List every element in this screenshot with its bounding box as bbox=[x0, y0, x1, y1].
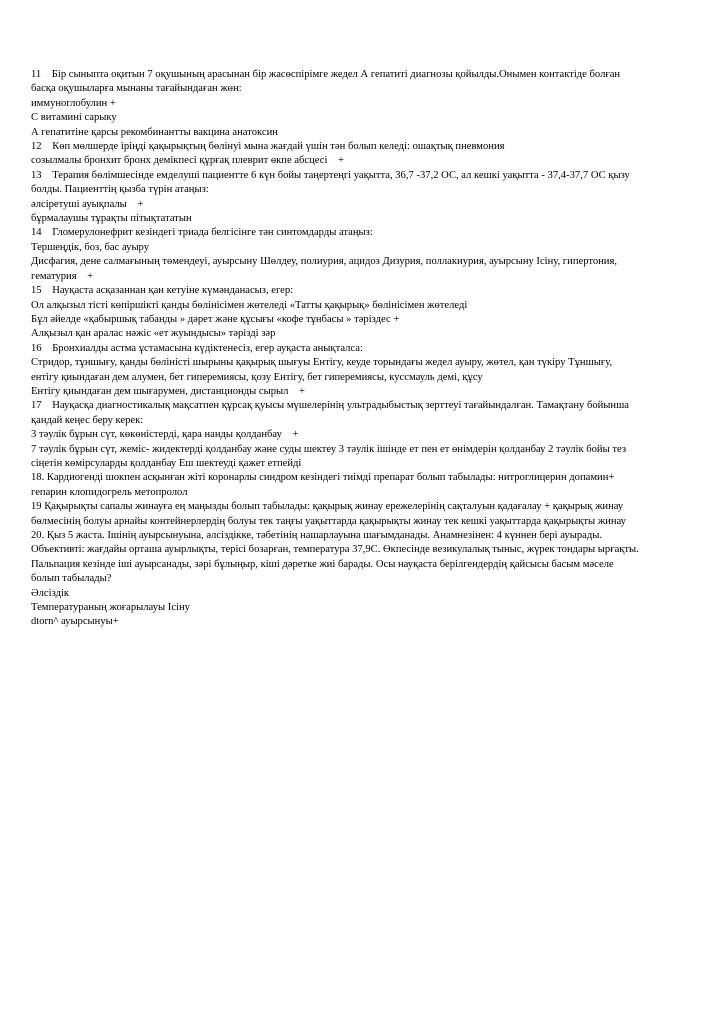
q11-line-2: басқа оқушыларға мынаны тағайындаған жөн: bbox=[31, 83, 242, 95]
q14-option-1: Тершеңдік, боз, бас ауыру bbox=[31, 241, 150, 253]
q13-line-1: 13 Терапия бөлімшесінде емделуші пациентте 6 күн бойы таңертеңгі уақытта, 36,7 -37,2 ОС, ал кешкі уақытта - 37,4-37,7 ОС қызу bbox=[31, 169, 630, 181]
q15-line-1: 15 Науқаста асқазаннан қан кетуіне күмәнданасыз, егер: bbox=[31, 285, 294, 297]
q20-option-1: Әлсіздік bbox=[31, 587, 70, 599]
q15-options-3: Алқызыл қан аралас нәжіс «ет жуындысы» тәрізді зәр bbox=[31, 328, 276, 340]
q11-option-2: С витамині сарыку bbox=[31, 112, 117, 124]
q13-line-2: болды. Пациенттің қызба түрін атаңыз: bbox=[31, 184, 209, 196]
q15-options-1: Ол алқызыл тісті көпіршікті қанды бөлінісімен жөтеледі «Татты қақырық» бөлінісімен жөтеледі bbox=[31, 299, 468, 311]
q13-option-2: бұрмалаушы тұрақты пітықтататын bbox=[31, 213, 192, 225]
q16-line-1: 16 Бронхиалды астма ұстамасына күдіктенесіз, егер ауқаста анықталса: bbox=[31, 342, 363, 354]
q17-options-3: сіңетін көмірсуларды қолданбау Еш шектеуді қажет етпейді bbox=[31, 457, 302, 469]
q20-option-3: dtorn^ ауырсынуы+ bbox=[31, 616, 119, 628]
document-page bbox=[31, 68, 681, 630]
q12-line-1: 12 Көп мөлшерде іріңді қақырықтың бөлінуі мына жағдай үшін тән болып келеді: ошақтық пневмония bbox=[31, 141, 505, 153]
q11-line-1: 11 Бір сыныпта оқитын 7 оқушының арасынан бір жасөспірімге жедел А гепатиті диагнозы қойылды.Онымен контактіде болған bbox=[31, 69, 621, 80]
q14-options-2: Дисфагия, дене салмағының төмендеуі, ауырсыну Шөлдеу, полиурия, ацидоз Дизурия, поллакиурия, ауырсыну Ісіну, гипертония, bbox=[31, 256, 618, 268]
q16-options-2: ентігу қиындаған дем алумен, бет гиперемиясы, қозу Ентігу, бет гиперемиясы, куссмауль демі, құсу bbox=[31, 371, 483, 383]
q20-line-4: болып табылады? bbox=[31, 573, 112, 585]
q12-options: созылмалы бронхит бронх демікпесі құрғақ плеврит өкпе абсцесі + bbox=[31, 155, 344, 167]
q20-line-1: 20. Қыз 5 жаста. Ішінің ауырсынуына, әлсіздікке, тәбетінің нашарлауына шағымданады. Анамнезінен: 4 күннен бері ауырады. bbox=[31, 530, 602, 541]
q18-line-1: 18. Кардиогенді шокпен асқынған жіті коронарлы синдром кезіндегі тиімді препарат болып табылады: нитроглицерин допамин+ bbox=[31, 472, 615, 484]
q14-line-1: 14 Гломерулонефрит кезіндегі триада белгісінге тән синтомдарды атаңыз: bbox=[31, 227, 373, 239]
q13-option-1: әлсіретуші ауықпалы + bbox=[31, 198, 144, 210]
q20-option-2: Температураның жоғарылауы Ісіну bbox=[31, 602, 190, 614]
q16-options-1: Стридор, тұншығу, қанды бөліністі шырыны қақырық шығуы Ентігу, кеуде торындағы жедел ауыру, жөтел, қан түкіру Тұншығу, bbox=[31, 357, 613, 369]
q20-line-3: Пальпация кезінде іші ауырсанады, зәрі бұлыңыр, кіші дәретке жиі барады. Осы науқаста берілгендердің қайсысы басым мәселе bbox=[31, 558, 614, 570]
q20-line-2: Объективті: жағдайы орташа ауырлықты, терісі бозарған, температура 37,9С. Өкпесінде везикулалық тыныс, жүрек тондары ырғақты. bbox=[31, 544, 639, 556]
q18-line-2: гепарин клопидогрель метопролол bbox=[31, 486, 188, 498]
q17-line-1: 17 Науқасқа диагностикалық мақсатпен құрсақ қуысы мүшелерінің ультрадыбыстық зерттеуі тағайындалған. Тамақтану бойынша bbox=[31, 400, 629, 412]
q17-line-2: қандай кеңес беру керек: bbox=[31, 414, 144, 426]
q16-options-3: Ентігу қиындаған дем шығарумен, дистанционды сырыл + bbox=[31, 385, 305, 397]
q11-option-1: иммуноглобулин + bbox=[31, 97, 116, 109]
q19-line-1: 19 Қақырықты сапалы жинауға ең маңызды болып табылады: қақырық жинау ережелерінің сақталуын қадағалау + қақырық жинау bbox=[31, 501, 624, 513]
q19-line-2: бөлмесінің болуы арнайы контейнерлердің болуы тек таңғы уақыттарда қақырықты жинау тек кешкі уақыттарда қақырықты жинау bbox=[31, 515, 626, 527]
q14-options-3: гематурия + bbox=[31, 270, 94, 282]
q15-options-2: Бұл әйелде «қабыршық табанды » дәрет және құсығы «кофе тұнбасы » тәріздес + bbox=[31, 313, 400, 325]
q17-options-2: 7 тәулік бұрын сүт, жеміс- жидектерді қолданбау және суды шектеу 3 тәулік ішінде ет пен ет өнімдерін қолданбау 2 тәулік бойы тез bbox=[31, 443, 627, 455]
q17-option-1: 3 тәулік бұрын сүт, көкөністерді, қара нанды қолданбау + bbox=[31, 429, 299, 441]
q11-option-3: А гепатитіне қарсы рекомбинантты вакцина анатоксин bbox=[31, 126, 278, 138]
